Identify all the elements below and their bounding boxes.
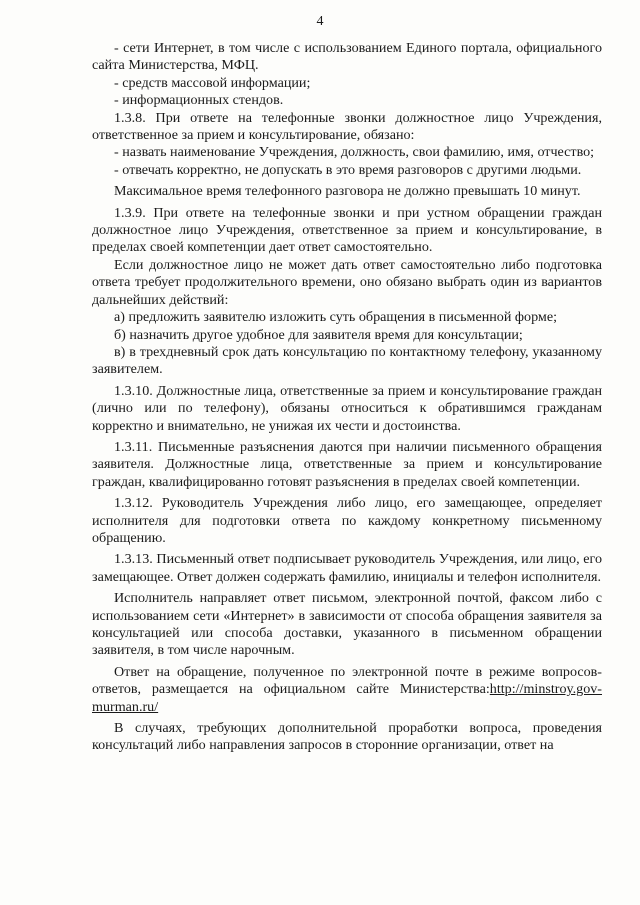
paragraph-1-3-13: 1.3.13. Письменный ответ подписывает руководитель Учреждения, или лицо, его замещающее. Ответ должен содержать фамилию, инициалы и телефон исполнителя. (92, 551, 602, 585)
email-reply-text: Ответ на обращение, полученное по электронной почте в режиме вопросов-ответов, размещается на официальном сайте (92, 663, 602, 698)
paragraph-executor-sends: Исполнитель направляет ответ письмом, электронной почтой, факсом либо с использованием сети «Интернет» в зависимости от способа обращения заявителя за консультацией или способа доставки, указанного в письменном обращении заявителя, в том числе нарочным. (92, 590, 602, 659)
ministry-label: Министерства: (399, 681, 490, 698)
paragraph-if-cannot-answer: Если должностное лицо не может дать ответ самостоятельно либо подготовка ответа требует продолжительного времени, оно обязано выбрать один из вариантов дальнейших действий: (92, 256, 602, 308)
paragraph-max-call-time: Максимальное время телефонного разговора не должно превышать 10 минут. (114, 183, 581, 200)
paragraph-1-3-9: 1.3.9. При ответе на телефонные звонки и при устном обращении граждан должностное лицо Учреждения, ответственное за прием и консультирование, в пределах своей компетенции дает ответ самостоятельно. (92, 204, 602, 256)
paragraph-1-3-12: 1.3.12. Руководитель Учреждения либо лицо, его замещающее, определяет исполнителя для подготовки ответа по каждому конкретному письменному обращению. (92, 495, 602, 546)
page-number: 4 (316, 14, 324, 29)
paragraph-1-3-11: 1.3.11. Письменные разъяснения даются при наличии письменного обращения заявителя. Должностные лица, ответственные за прием и консультирование граждан, квалифицированно готовят разъяснения в пределах своей компетенции. (92, 438, 602, 490)
paragraph-media: - средств массовой информации; (114, 74, 311, 91)
paragraph-option-b: б) назначить другое удобное для заявителя время для консультации; (114, 326, 523, 343)
paragraph-1-3-8: 1.3.8. При ответе на телефонные звонки должностное лицо Учреждения, ответственное за прием и консультирование, обязано: (92, 109, 602, 144)
paragraph-email-reply (92, 664, 602, 716)
page-body (92, 40, 602, 755)
paragraph-name-position: - назвать наименование Учреждения, должность, свои фамилию, имя, отчество; (114, 144, 595, 161)
paragraph-1-3-10: 1.3.10. Должностные лица, ответственные за прием и консультирование граждан (лично или по телефону), обязаны относиться к обратившимся гражданам корректно и внимательно, не унижая их чести и достоинства. (92, 382, 602, 434)
paragraph-stands: - информационных стендов. (114, 92, 284, 109)
paragraph-internet: - сети Интернет, в том числе с использованием Единого портала, официального сайта Министерства, МФЦ. (92, 40, 602, 74)
paragraph-option-c: в) в трехдневный срок дать консультацию по контактному телефону, указанному заявителем. (92, 343, 602, 378)
ministry-website-link[interactable]: http://minstroy.gov-murman.ru/ (92, 681, 602, 715)
paragraph-option-a: а) предложить заявителю изложить суть обращения в письменной форме; (114, 309, 558, 326)
paragraph-answer-correctly: - отвечать корректно, не допускать в это время разговоров с другими людьми. (114, 161, 582, 178)
paragraph-additional-study: В случаях, требующих дополнительной проработки вопроса, проведения консультаций либо направления запросов в сторонние организации, ответ на (92, 720, 602, 754)
